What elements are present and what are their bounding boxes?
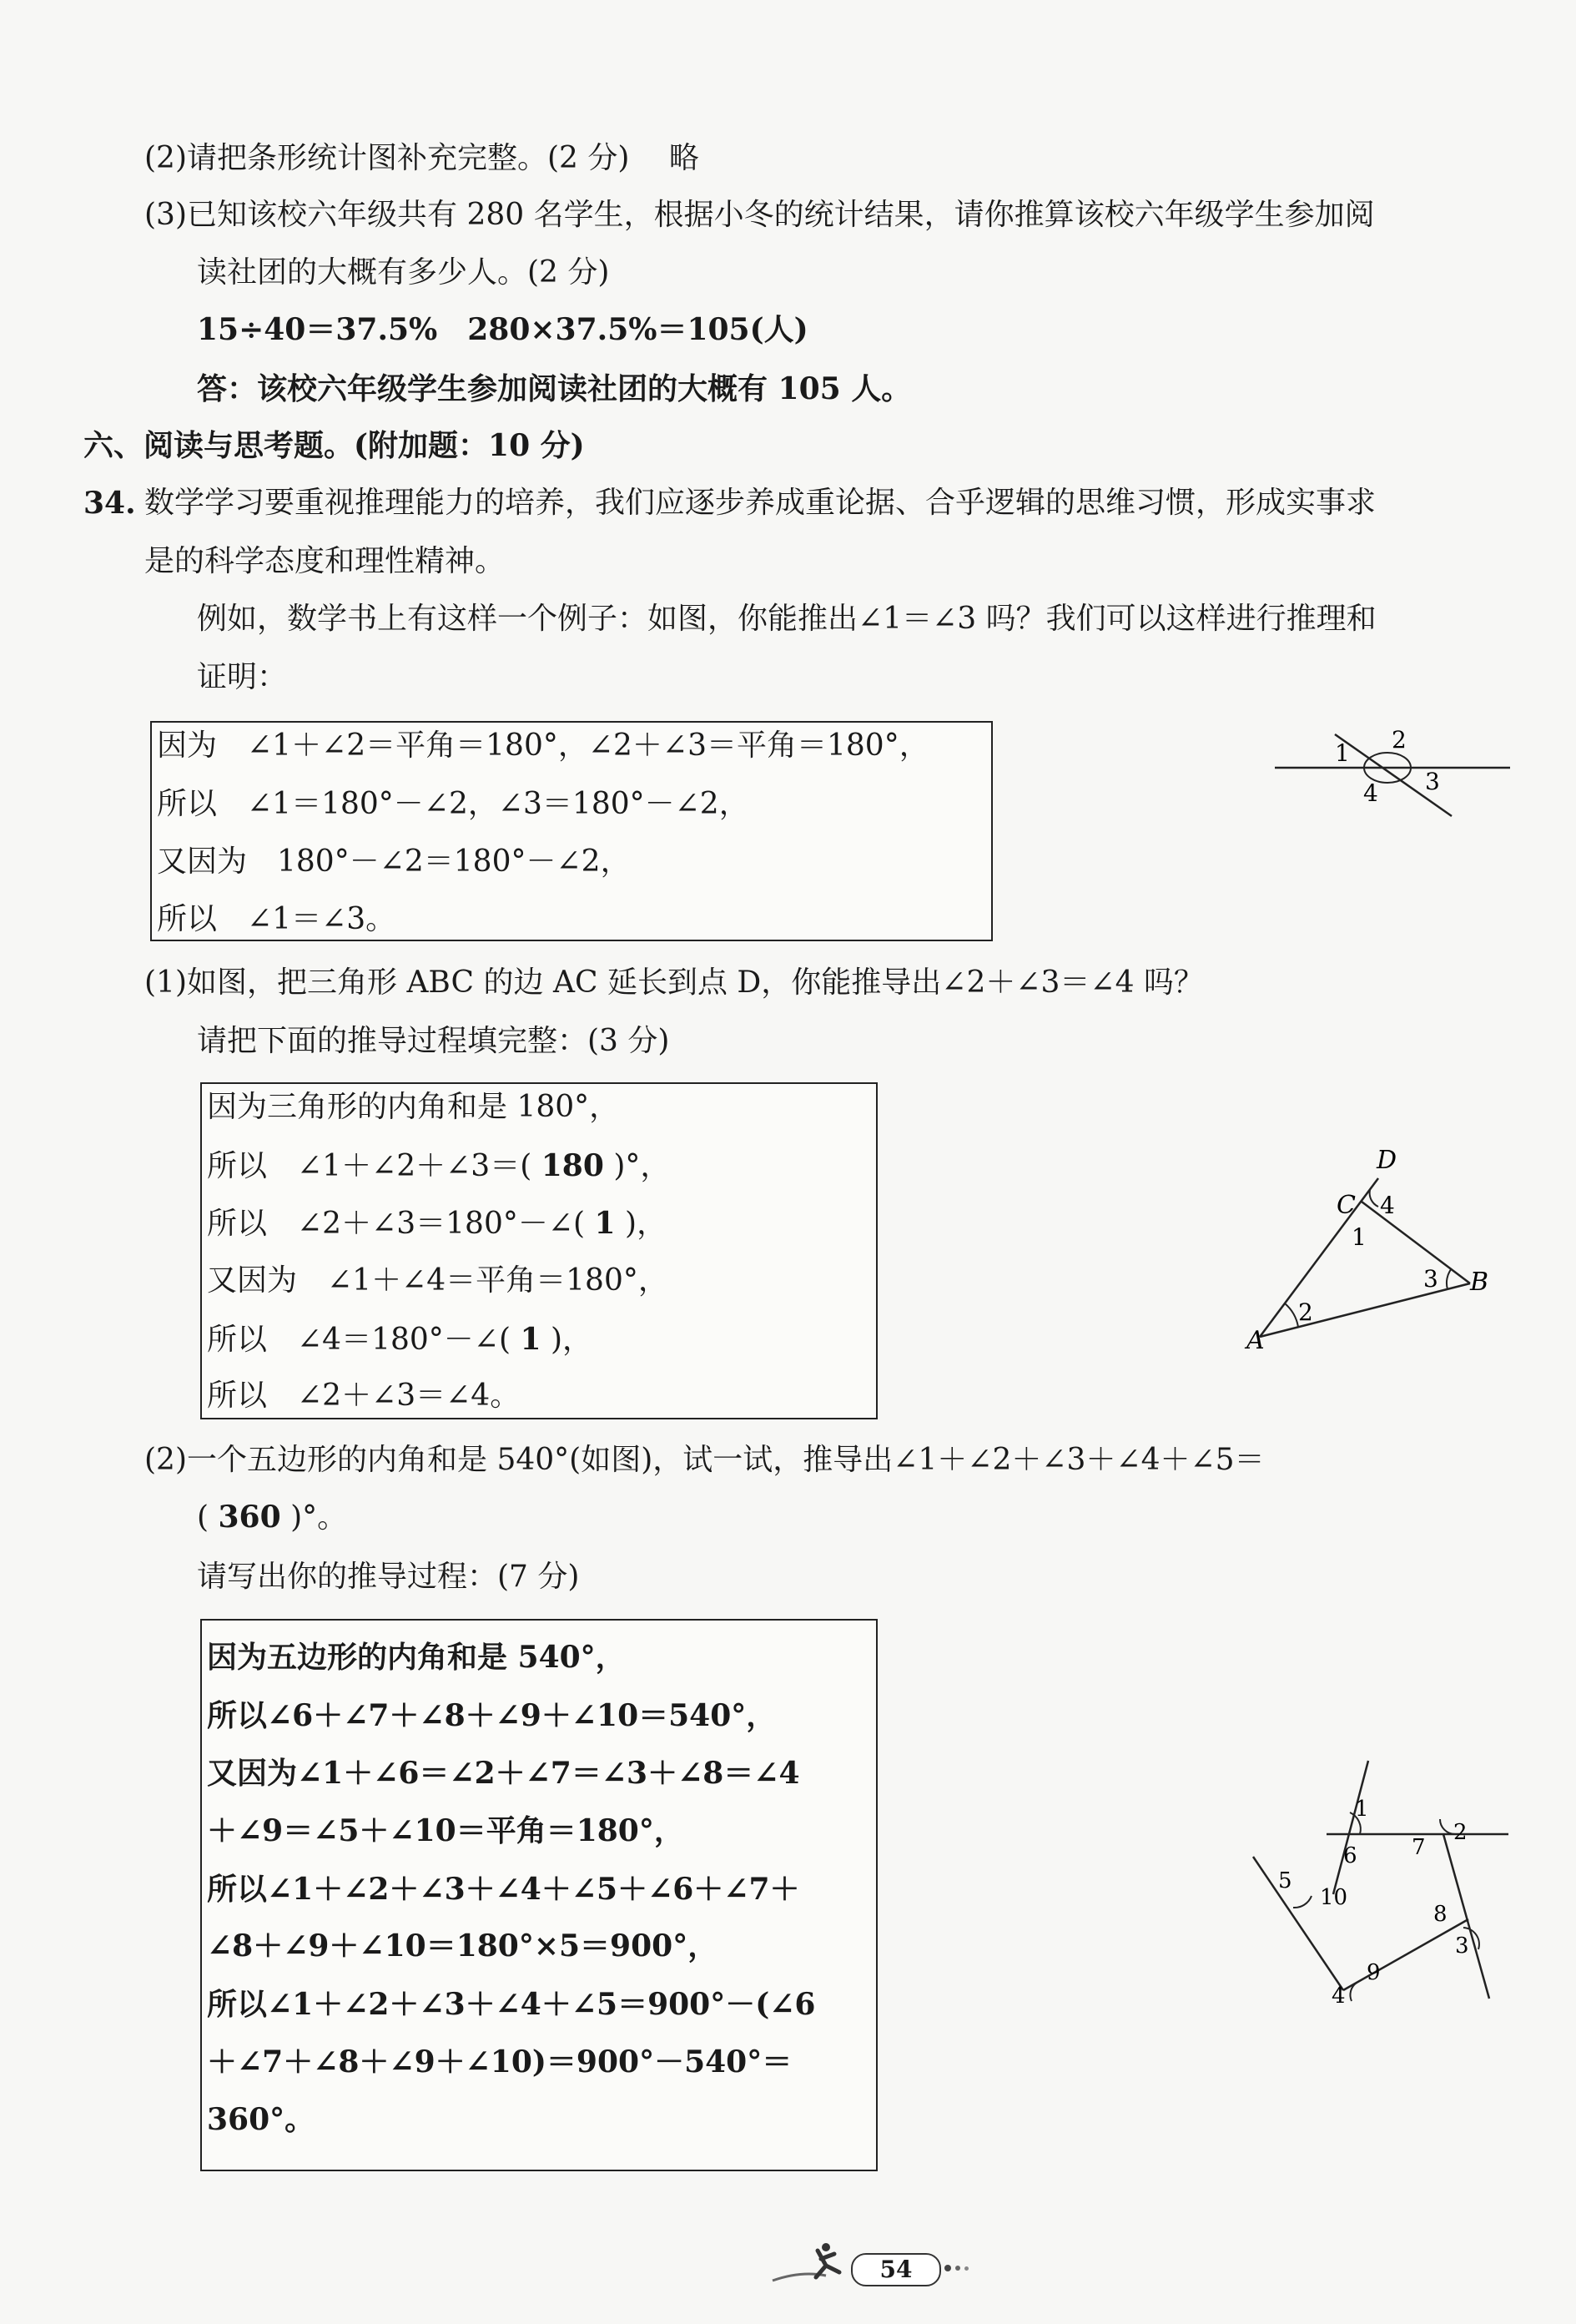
svg-text:D: D <box>1377 1146 1397 1175</box>
part2-proof-line: 所以∠1＋∠2＋∠3＋∠4＋∠5＝900°－(∠6 <box>207 1987 816 2022</box>
svg-text:4: 4 <box>1380 1192 1395 1219</box>
example-line2: 证明： <box>197 660 288 694</box>
part1-proof-line: 所以 ∠2＋∠3＝∠4。 <box>207 1379 521 1413</box>
svg-text:7: 7 <box>1412 1835 1426 1860</box>
example-line1: 例如，数学书上有这样一个例子：如图，你能推出∠1＝∠3 吗？我们可以这样进行推理和 <box>197 602 1377 636</box>
svg-text:3: 3 <box>1423 1265 1438 1293</box>
part2-proof-line: 所以∠1＋∠2＋∠3＋∠4＋∠5＋∠6＋∠7＋ <box>207 1872 800 1907</box>
svg-text:A: A <box>1246 1326 1265 1355</box>
part1-proof-line: 又因为 ∠1＋∠4＝平角＝180°， <box>207 1263 668 1298</box>
answer-blank: 1 <box>594 1206 616 1241</box>
example-proof-line: 因为 ∠1＋∠2＝平角＝180°，∠2＋∠3＝平角＝180°， <box>157 728 929 763</box>
svg-text:5: 5 <box>1278 1868 1292 1893</box>
part2-proof-line: ＋∠7＋∠8＋∠9＋∠10)＝900°－540°＝ <box>207 2044 793 2080</box>
svg-text:C: C <box>1337 1191 1356 1220</box>
answer-blank: 1 <box>520 1322 541 1357</box>
part1-proof-line: 所以 ∠4＝180°－∠( 1 )， <box>207 1322 593 1357</box>
example-proof-line: 所以 ∠1＝180°－∠2，∠3＝180°－∠2， <box>157 787 749 821</box>
svg-text:2: 2 <box>1298 1298 1313 1326</box>
section-title: 六、阅读与思考题。(附加题：10 分) <box>83 428 585 463</box>
part1-line2: 请把下面的推导过程填完整：(3 分) <box>197 1024 670 1058</box>
intersecting-lines-figure <box>1268 718 1518 834</box>
answer-text: 答：该校六年级学生参加阅读社团的大概有 105 人。 <box>197 371 912 406</box>
svg-text:B: B <box>1470 1268 1489 1297</box>
q3-line1: (3)已知该校六年级共有 280 名学生，根据小冬的统计结果，请你推算该校六年级学生参加阅 <box>144 198 1375 232</box>
svg-text:1: 1 <box>1355 1797 1369 1822</box>
part1-proof-line: 所以 ∠2＋∠3＝180°－∠( 1 )， <box>207 1206 667 1241</box>
answer-blank: 180 <box>541 1148 604 1183</box>
answer-blank: 360 <box>218 1500 281 1535</box>
part2-proof-line: 又因为∠1＋∠6＝∠2＋∠7＝∠3＋∠8＝∠4 <box>207 1756 800 1791</box>
part2-line2: ( 360 )°。 <box>197 1500 348 1535</box>
part2-proof-line: ∠8＋∠9＋∠10＝180°×5＝900°， <box>207 1928 718 1964</box>
svg-text:2: 2 <box>1453 1820 1468 1845</box>
part2-proof-line: 所以∠6＋∠7＋∠8＋∠9＋∠10＝540°， <box>207 1698 777 1733</box>
svg-text:9: 9 <box>1367 1960 1381 1985</box>
svg-text:1: 1 <box>1352 1223 1367 1251</box>
answer-calculation: 15÷40＝37.5% 280×37.5%＝105(人) <box>197 312 808 347</box>
part2-proof-line: 因为五边形的内角和是 540°， <box>207 1640 626 1675</box>
part1-line1: (1)如图，把三角形 ABC 的边 AC 延长到点 D，你能推导出∠2＋∠3＝∠4 吗？ <box>144 965 1204 1000</box>
q3-line2: 读社团的大概有多少人。(2 分) <box>197 255 610 290</box>
svg-text:2: 2 <box>1392 726 1407 754</box>
page-dots <box>944 2263 978 2273</box>
svg-text:4: 4 <box>1363 779 1378 807</box>
part1-proof-line: 所以 ∠1＋∠2＋∠3＝( 180 )°， <box>207 1148 671 1183</box>
svg-text:6: 6 <box>1343 1843 1357 1868</box>
svg-text:4: 4 <box>1332 1984 1346 2009</box>
example-proof-box <box>150 721 993 941</box>
question-number: 34. <box>83 486 136 521</box>
q34-intro-line1: 数学学习要重视推理能力的培养，我们应逐步养成重论据、合乎逻辑的思维习惯，形成实事求 <box>144 486 1377 520</box>
pentagon-figure <box>1243 1752 1527 2036</box>
example-proof-line: 又因为 180°－∠2＝180°－∠2， <box>157 844 631 879</box>
part2-proof-line: 360°。 <box>207 2102 315 2137</box>
part2-line1: (2)一个五边形的内角和是 540°(如图)，试一试，推导出∠1＋∠2＋∠3＋∠4＋∠5＝ <box>144 1443 1265 1477</box>
page-number-badge <box>851 2253 941 2286</box>
page-number: 54 <box>879 2256 913 2283</box>
svg-text:3: 3 <box>1455 1933 1469 1959</box>
part2-prompt: 请写出你的推导过程：(7 分) <box>197 1560 580 1594</box>
runner-logo-icon <box>768 2241 859 2291</box>
q34-intro-line2: 是的科学态度和理性精神。 <box>144 544 506 578</box>
svg-text:3: 3 <box>1425 768 1440 795</box>
svg-text:8: 8 <box>1433 1902 1448 1927</box>
triangle-abc-figure <box>1243 1143 1510 1360</box>
q2-line: (2)请把条形统计图补充完整。(2 分) 略 <box>144 141 699 175</box>
svg-text:10: 10 <box>1320 1885 1348 1910</box>
part2-proof-box <box>200 1619 878 2171</box>
part1-proof-box <box>200 1082 878 1419</box>
example-proof-line: 所以 ∠1＝∠3。 <box>157 902 396 936</box>
svg-text:1: 1 <box>1335 739 1350 767</box>
part2-proof-line: ＋∠9＝∠5＋∠10＝平角＝180°， <box>207 1813 684 1848</box>
part1-proof-line: 因为三角形的内角和是 180°， <box>207 1090 620 1124</box>
